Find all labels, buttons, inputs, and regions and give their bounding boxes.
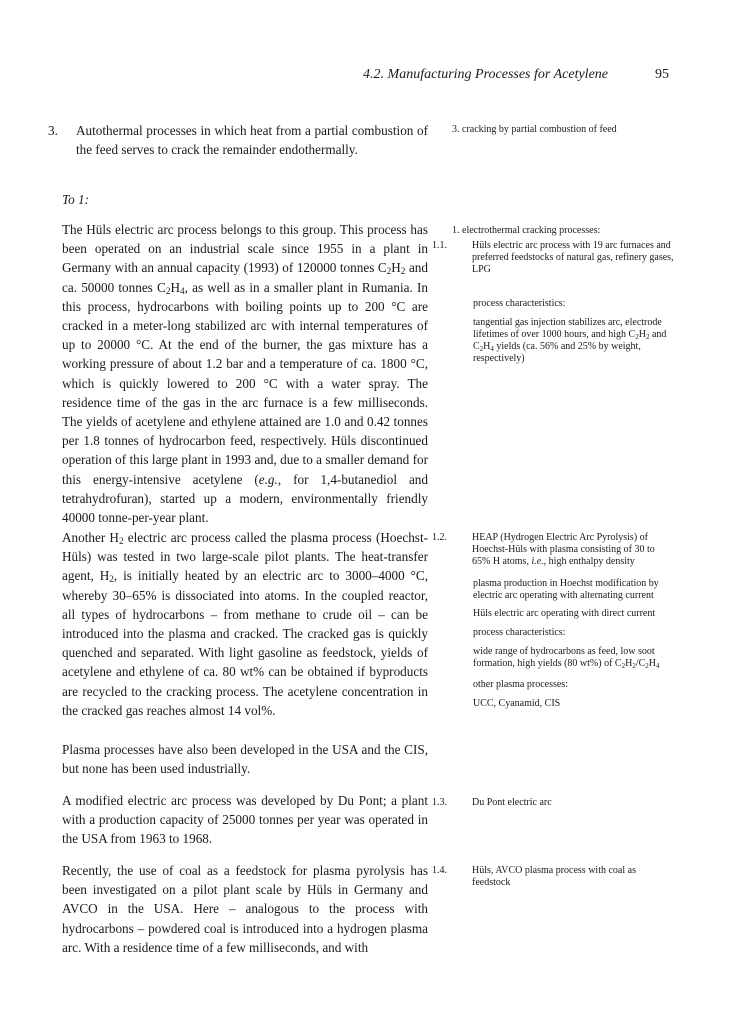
- plasma-production-text: plasma production in Hoechst modification by electric arc operating with alternating current: [473, 578, 659, 601]
- paragraph-usa-cis: [62, 740, 428, 778]
- subscript: 2: [645, 662, 649, 670]
- paragraph-coal-feedstock: [62, 861, 428, 957]
- side-note-1-3-number: 1.3.: [432, 797, 447, 808]
- pc2-text-d: H: [648, 658, 657, 669]
- para3-text: Plasma processes have also been developed in the USA and the CIS, but none has been used industrially.: [62, 742, 428, 777]
- side-note-1-2-text-b: , high enthalpy density: [543, 556, 635, 567]
- page-number: 95: [655, 67, 669, 82]
- para1-text-d: H: [170, 279, 180, 295]
- pc1-text-e: yields (ca. 56% and 25% by weight, respectively): [473, 341, 641, 364]
- side-note-1-4-number: 1.4.: [432, 865, 447, 876]
- para1-text-a: The Hüls electric arc process belongs to this group. This process has been operated on an industrial scale since 1955 in a plant in Germany with an annual capacity (1993) of 120000 tonnes C: [62, 222, 428, 276]
- para2-text-a: Another H: [62, 530, 119, 545]
- subscript: 2: [386, 266, 392, 277]
- pc1-label: process characteristics:: [473, 298, 566, 309]
- other-plasma-text: UCC, Cyanamid, CIS: [473, 698, 561, 709]
- subscript: 2: [621, 662, 626, 670]
- pc2-text-a: wide range of hydrocarbons as feed, low soot formation, high yields (80 wt%) of C: [473, 646, 655, 669]
- pc2-text-b: H: [625, 658, 633, 669]
- pc1-text-a: tangential gas injection stabilizes arc, electrode lifetimes of over 1000 hours, and high C: [473, 317, 662, 340]
- section-heading-text: To 1:: [62, 192, 89, 207]
- pc1-text-d: H: [483, 341, 491, 352]
- side-note-1: [452, 225, 674, 237]
- side-note-1-3: [432, 797, 674, 809]
- subscript: 4: [656, 662, 660, 670]
- side-note-1-1: [432, 240, 674, 276]
- para4-text: A modified electric arc process was developed by Du Pont; a plant with a production capacity of 25000 tonnes per year was operated in the USA from 1963 to 1968.: [62, 793, 428, 847]
- para2-text-b: electric arc process called the plasma process (Hoechst-Hüls) was tested in two large-scale pilot plants. The heat-transfer agent, H: [62, 530, 428, 584]
- paragraph-plasma-process: [62, 528, 428, 720]
- para2-text-c: , is initially heated by an electric arc to 3000–4000 °C, whereby 30–65% is dissociated into atoms. In the coupled reactor, all types of hydrocarbons – from methane to crude oil – can be introduced into the plasma and cracked. The cracked gas is quickly quenched and separated. With light gasoline as feedstock, yields of acetylene and ethylene of ca. 80 wt% can be obtained if byproducts are recycled to the cracking process. The acetylene concentration in the cracked gas reaches almost 14 vol%.: [62, 568, 428, 718]
- para1-text-e: , as well as in a smaller plant in Rumania. In this process, hydrocarbons with boiling points up to 200 °C are cracked in a meter-long stabilized arc with internal temperatures of up to 20000 °C. At the end of the burner, the gas mixture has a working pressure of about 1.2 bar and a temperature of ca. 1800 °C, which is quickly lowered to 200 °C with a water spray. The residence time of the gas in the arc furnace is a few milliseconds. The yields of acetylene and ethylene attained are 1.0 and 0.42 tonnes per 1.8 tonnes of hydrocarbon feed, respectively. Hüls discontinued operation of this large plant in 1993 and, due to a smaller demand for this energy-intensive acetylene (: [62, 279, 429, 487]
- pc1-text-c: and C: [473, 329, 667, 352]
- paragraph-du-pont: [62, 791, 428, 849]
- side-note-1-text: 1. electrothermal cracking processes:: [452, 225, 601, 236]
- page-header: [0, 67, 729, 87]
- paragraph-huls-process: [62, 220, 428, 527]
- side-note-1-4: [432, 865, 674, 889]
- side-note-1-2: [432, 532, 674, 568]
- pc2-text-c: /C: [635, 658, 646, 669]
- running-title: 4.2. Manufacturing Processes for Acetylene: [363, 67, 608, 82]
- side-note-3: [452, 124, 674, 136]
- subscript: 2: [400, 266, 406, 277]
- side-plasma-notes: [452, 578, 674, 710]
- side-process-characteristics-1: [452, 298, 674, 365]
- other-plasma-label: other plasma processes:: [473, 679, 568, 690]
- subscript: 4: [179, 285, 185, 296]
- side-note-1-2-ie: i.e.: [531, 556, 544, 567]
- item-3-text: Autothermal processes in which heat from a partial combustion of the feed serves to crack the remainder endothermally.: [76, 123, 428, 158]
- pc1-text-b: H: [638, 329, 646, 340]
- side-note-1-2-text-a: HEAP (Hydrogen Electric Arc Pyrolysis) of Hoechst-Hüls with plasma consisting of 30 to 65% H atoms,: [472, 532, 655, 567]
- para1-eg: e.g.: [258, 471, 278, 487]
- subscript: 2: [632, 662, 636, 670]
- subscript: 2: [118, 536, 124, 546]
- subscript: 2: [165, 285, 171, 296]
- para1-text-c: and ca. 50000 tonnes C: [62, 260, 428, 295]
- item-3: [48, 121, 428, 159]
- subscript: 2: [635, 333, 639, 341]
- side-note-3-text: 3. cracking by partial combustion of feed: [452, 124, 617, 135]
- para5-text: Recently, the use of coal as a feedstock for plasma pyrolysis has been investigated on a pilot plant scale by Hüls in Germany and AVCO in the USA. Here – analogous to the process with hydrocarbons – powdered coal is introduced into a hydrogen plasma arc. With a residence time of a few milliseconds, and with: [62, 863, 428, 955]
- subscript: 2: [645, 333, 650, 341]
- side-note-1-2-number: 1.2.: [432, 532, 447, 543]
- subscript: 2: [109, 574, 114, 585]
- pc2-label: process characteristics:: [473, 627, 566, 638]
- side-note-1-1-text: Hüls electric arc process with 19 arc furnaces and preferred feedstocks of natural gas, refinery gases, LPG: [472, 240, 674, 275]
- item-3-number: 3.: [48, 123, 58, 138]
- side-note-1-4-text: Hüls, AVCO plasma process with coal as feedstock: [472, 865, 636, 888]
- para1-text-f: , for 1,4-butanediol and tetrahydrofuran), started up a modern, environmentally friendly 40000 tonne-per-year plant.: [62, 471, 428, 526]
- huls-dc-arc-text: Hüls electric arc operating with direct current: [473, 608, 656, 619]
- side-note-1-3-text: Du Pont electric arc: [472, 797, 552, 808]
- subscript: 4: [490, 345, 494, 353]
- subscript: 2: [479, 345, 484, 353]
- para1-text-b: H: [391, 260, 401, 276]
- side-note-1-1-number: 1.1.: [432, 240, 447, 251]
- section-heading: [62, 190, 428, 209]
